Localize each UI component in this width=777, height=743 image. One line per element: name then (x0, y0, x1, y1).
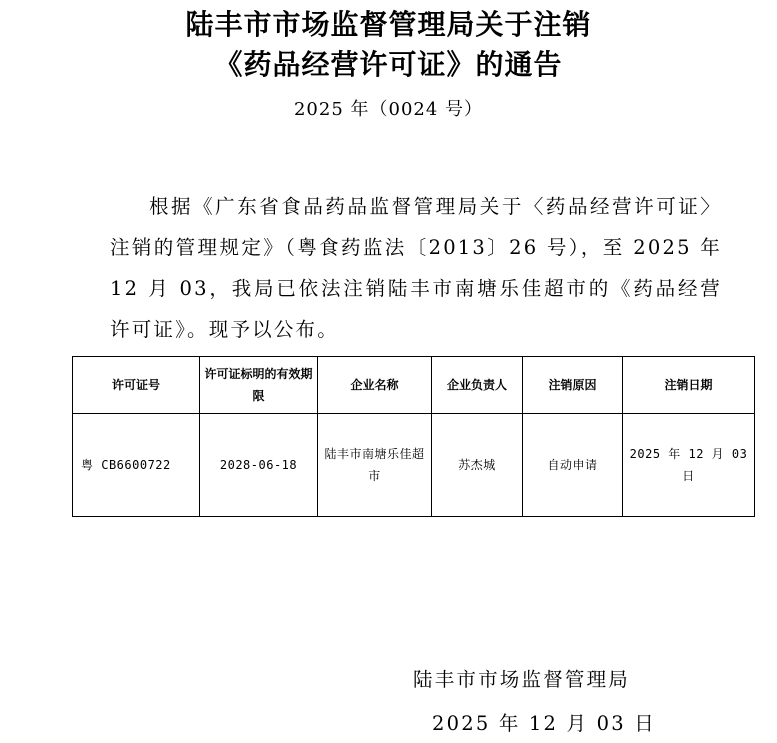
document-title-line-1: 陆丰市市场监督管理局关于注销 (185, 8, 592, 41)
header-person-in-charge: 企业负责人 (432, 357, 523, 414)
header-company-name: 企业名称 (318, 357, 432, 414)
header-cancel-reason: 注销原因 (523, 357, 623, 414)
header-cancel-date: 注销日期 (623, 357, 755, 414)
cell-valid-until: 2028-06-18 (200, 414, 318, 517)
table-header-row (73, 357, 755, 414)
header-valid-period: 许可证标明的有效期限 (200, 357, 318, 414)
cell-company: 陆丰市南塘乐佳超市 (318, 414, 432, 517)
signature-date: 2025 年 12 月 03 日 (432, 712, 656, 735)
table-row (73, 414, 755, 517)
document-number: 2025 年（0024 号） (293, 99, 484, 120)
cell-cancel-date: 2025 年 12 月 03 日 (623, 414, 755, 517)
cell-person: 苏杰城 (432, 414, 523, 517)
cancellation-table (72, 356, 755, 517)
header-license-no: 许可证号 (73, 357, 200, 414)
signature-organization: 陆丰市市场监督管理局 (413, 668, 631, 691)
notice-paragraph: 根据《广东省食品药品监督管理局关于〈药品经营许可证〉注销的管理规定》（粤食药监法〔2013〕26 号），至 2025 年 12 月 03，我局已依法注销陆丰市南塘乐佳超市的《药品经营许可证》。现予以公布。 (110, 195, 722, 341)
cell-license-no: 粤 CB6600722 (73, 414, 200, 517)
document-title-line-2: 《药品经营许可证》的通告 (214, 48, 563, 81)
cell-reason: 自动申请 (523, 414, 623, 517)
